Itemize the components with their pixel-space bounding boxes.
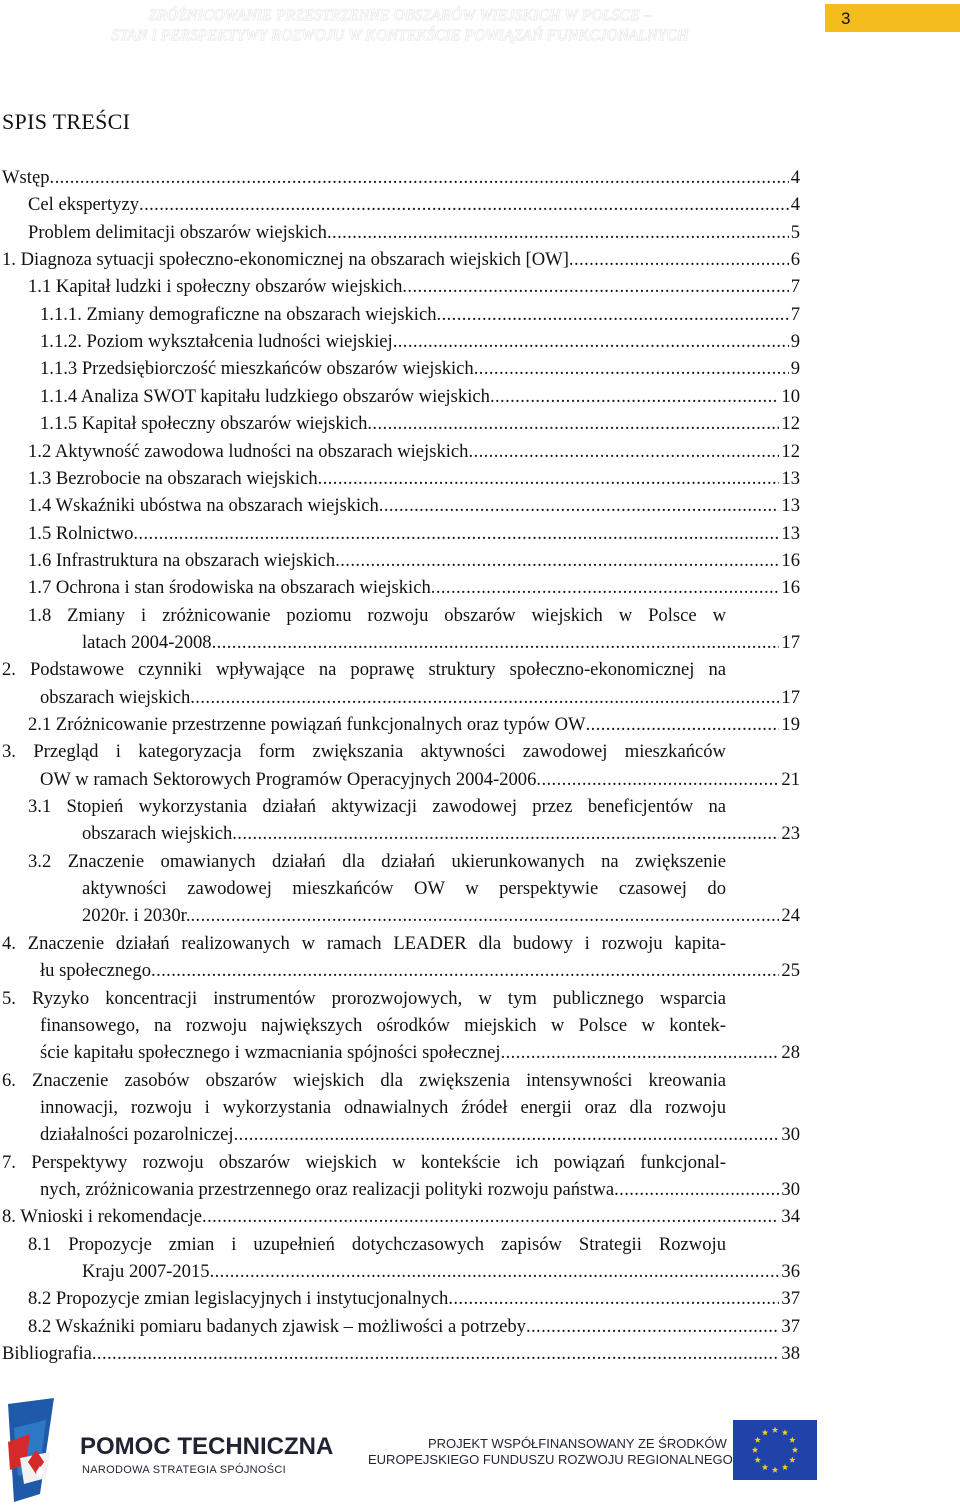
toc-page-number: 13	[781, 495, 800, 517]
toc-page-number: 21	[781, 768, 800, 790]
toc-page-number: 36	[781, 1260, 800, 1282]
toc-page-number: 7	[790, 303, 800, 325]
toc-page-number: 12	[781, 413, 800, 435]
toc-page-number: 37	[781, 1288, 800, 1310]
toc-entry-text: Kraju 2007-2015	[82, 1260, 210, 1282]
dot-leader	[437, 302, 789, 328]
toc-entry-text: 2. Podstawowe czynniki wpływające na poprawę struktury społeczno-ekonomicznej na	[2, 659, 726, 681]
dot-leader	[490, 384, 779, 410]
dot-leader	[50, 165, 789, 191]
dot-leader	[586, 712, 780, 738]
toc-entry-text: 8.2 Propozycje zmian legislacyjnych i instytucjonalnych	[28, 1288, 449, 1310]
dot-leader	[468, 439, 779, 465]
dot-leader	[318, 466, 780, 492]
toc-entry-text: 2020r. i 2030r.	[82, 905, 191, 927]
toc-entry-text: 7. Perspektywy rozwoju obszarów wiejskich w kontekście ich powiązań funkcjonal-	[2, 1151, 726, 1173]
running-header-title	[80, 6, 720, 46]
toc-entry-text: latach 2004-2008	[82, 631, 212, 653]
toc-page-number: 12	[781, 440, 800, 462]
dot-leader	[335, 548, 779, 574]
toc-entry-text: 3.1 Stopień wykorzystania działań aktywizacji zawodowej przez beneficjentów na	[28, 796, 726, 818]
toc-entry-text: Problem delimitacji obszarów wiejskich	[28, 221, 327, 243]
page-number-badge: 3	[825, 4, 960, 32]
toc-entry-text: 1.1.1. Zmiany demograficzne na obszarach wiejskich	[40, 303, 437, 325]
running-header-line-1: ZRÓŻNICOWANIE PRZESTRZENNE OBSZARÓW WIEJSKICH W POLSCE –	[148, 7, 652, 24]
toc-page-number: 10	[781, 385, 800, 407]
nss-subtitle: NARODOWA STRATEGIA SPÓJNOŚCI	[82, 1464, 286, 1476]
toc-entry-text: obszarach wiejskich	[82, 823, 233, 845]
toc-page-number: 9	[790, 331, 800, 353]
toc-entry-text: 8.2 Wskaźniki pomiaru badanych zjawisk – możliwości a potrzeby	[28, 1315, 526, 1337]
toc-page-number: 24	[781, 905, 800, 927]
dot-leader	[501, 1040, 780, 1066]
toc-entry-text: 1.5 Rolnictwo	[28, 522, 134, 544]
toc-entry-text: 1.1.3 Przedsiębiorczość mieszkańców obszarów wiejskich	[40, 358, 474, 380]
toc-entry-text: 1.1.4 Analiza SWOT kapitału ludzkiego obszarów wiejskich	[40, 385, 490, 407]
toc-page-number: 6	[790, 249, 800, 271]
dot-leader	[232, 821, 779, 847]
toc-entry-text: 4. Znaczenie działań realizowanych w ramach LEADER dla budowy i rozwoju kapita-	[2, 932, 726, 954]
toc-title: SPIS TREŚCI	[2, 109, 131, 134]
nss-logo-icon	[8, 1398, 54, 1502]
dot-leader	[202, 1204, 779, 1230]
toc-page-number: 13	[781, 522, 800, 544]
toc-entry-text: 1.7 Ochrona i stan środowiska na obszarach wiejskich	[28, 577, 431, 599]
toc-entry-text: 1.8 Zmiany i zróżnicowanie poziomu rozwoju obszarów wiejskich w Polsce w	[28, 604, 726, 626]
pomoc-techniczna-label: POMOC TECHNICZNA	[80, 1433, 334, 1460]
dot-leader	[393, 329, 789, 355]
dot-leader	[151, 958, 779, 984]
dot-leader	[327, 220, 789, 246]
running-header-line-2: STAN I PERSPEKTYWY ROZWOJU W KONTEKŚCIE POWIĄZAŃ FUNKCJONALNYCH	[111, 27, 689, 44]
toc-entry-text: 5. Ryzyko koncentracji instrumentów prorozwojowych, w tym publicznego wsparcia	[2, 987, 726, 1009]
dot-leader	[234, 1122, 780, 1148]
toc-page-number: 16	[781, 549, 800, 571]
toc-page-number: 4	[790, 194, 800, 216]
toc-page-number: 13	[781, 467, 800, 489]
dot-leader	[614, 1177, 779, 1203]
page-footer	[0, 1398, 960, 1502]
toc-entry-text: działalności pozarolniczej	[40, 1124, 234, 1146]
dot-leader	[536, 767, 779, 793]
toc-page-number: 30	[781, 1124, 800, 1146]
toc-entry-text: nych, zróżnicowania przestrzennego oraz realizacji polityki rozwoju państwa	[40, 1178, 615, 1200]
eu-flag-icon	[733, 1420, 817, 1480]
toc-entry-text: 3. Przegląd i kategoryzacja form zwiększania aktywności zawodowej mieszkańców	[2, 741, 726, 763]
page-header	[0, 0, 960, 60]
toc-page-number: 37	[781, 1315, 800, 1337]
toc-page-number: 16	[781, 577, 800, 599]
toc-entry-text: 1.1.2. Poziom wykształcenia ludności wiejskiej	[40, 331, 393, 353]
toc-entry-text: 1.3 Bezrobocie na obszarach wiejskich	[28, 467, 318, 489]
toc-entry-text: obszarach wiejskich	[40, 686, 191, 708]
toc-page-number: 38	[781, 1343, 800, 1365]
dot-leader	[474, 356, 789, 382]
toc-entry-text: Wstęp	[2, 167, 50, 188]
toc-entry-text: 1.2 Aktywność zawodowa ludności na obszarach wiejskich	[28, 440, 469, 462]
toc-entry-text: 6. Znaczenie zasobów obszarów wiejskich dla zwiększenia intensywności kreowania	[2, 1069, 726, 1091]
dot-leader	[431, 575, 780, 601]
toc-page-number: 9	[790, 358, 800, 380]
toc-page-number: 5	[790, 221, 800, 243]
eu-line-1: PROJEKT WSPÓŁFINANSOWANY ZE ŚRODKÓW	[428, 1436, 727, 1451]
dot-leader	[139, 192, 789, 218]
dot-leader	[190, 903, 779, 929]
toc-entry-text: aktywności zawodowej mieszkańców OW w perspektywie czasowej do	[82, 878, 726, 900]
toc-entry-text: Cel ekspertyzy	[28, 194, 140, 216]
toc-entry-text: łu społecznego	[40, 960, 152, 982]
toc-entry-text: 1. Diagnoza sytuacji społeczno-ekonomicznej na obszarach wiejskich [OW]	[2, 249, 569, 271]
toc-page-number: 28	[781, 1042, 800, 1064]
toc-page-number: 17	[781, 686, 800, 708]
toc-entry-text: 8.1 Propozycje zmian i uzupełnień dotychczasowych zapisów Strategii Rozwoju	[28, 1233, 726, 1255]
toc-entry-text: 2.1 Zróżnicowanie przestrzenne powiązań funkcjonalnych oraz typów OW	[28, 714, 586, 735]
toc-page-number: 19	[781, 714, 800, 735]
toc-entry-text: Bibliografia	[2, 1343, 92, 1365]
toc-entry-text: 1.1.5 Kapitał społeczny obszarów wiejskich	[40, 413, 368, 435]
footer-logos	[0, 1398, 960, 1502]
toc-entry-text: 1.4 Wskaźniki ubóstwa na obszarach wiejskich	[28, 495, 379, 517]
eu-line-2: EUROPEJSKIEGO FUNDUSZU ROZWOJU REGIONALNEGO	[368, 1452, 733, 1467]
dot-leader	[190, 685, 779, 711]
toc-entry-text: 1.6 Infrastruktura na obszarach wiejskich	[28, 549, 336, 571]
toc-entry-text: ście kapitału społecznego i wzmacniania spójności społecznej	[40, 1042, 501, 1064]
dot-leader	[569, 247, 789, 273]
dot-leader	[133, 521, 779, 547]
toc-page-number: 30	[781, 1178, 800, 1200]
dot-leader	[379, 493, 780, 519]
dot-leader	[210, 1259, 780, 1285]
dot-leader	[448, 1286, 779, 1312]
toc-page-number: 23	[781, 823, 800, 845]
dot-leader	[367, 411, 779, 437]
toc-page-number: 34	[781, 1206, 800, 1228]
toc-page-number: 17	[781, 631, 800, 653]
dot-leader	[402, 274, 788, 300]
dot-leader	[92, 1341, 780, 1367]
dot-leader	[212, 630, 780, 656]
toc-page-number: 25	[781, 960, 800, 982]
toc-entry-text: finansowego, na rozwoju największych ośrodków miejskich w Polsce w kontek-	[40, 1014, 726, 1036]
toc-page-number: 7	[790, 276, 800, 298]
toc-page-number: 4	[790, 167, 800, 188]
toc-entry-text: 8. Wnioski i rekomendacje	[2, 1206, 203, 1228]
dot-leader	[526, 1314, 779, 1340]
toc-entry-text: innowacji, rozwoju i wykorzystania odnawialnych źródeł energii oraz dla rozwoju	[40, 1096, 726, 1118]
toc-entry-text: 3.2 Znaczenie omawianych działań dla działań ukierunkowanych na zwiększenie	[28, 850, 726, 872]
toc-entry-text: OW w ramach Sektorowych Programów Operacyjnych 2004-2006	[40, 768, 537, 790]
toc-entry-text: 1.1 Kapitał ludzki i społeczny obszarów wiejskich	[28, 276, 403, 298]
